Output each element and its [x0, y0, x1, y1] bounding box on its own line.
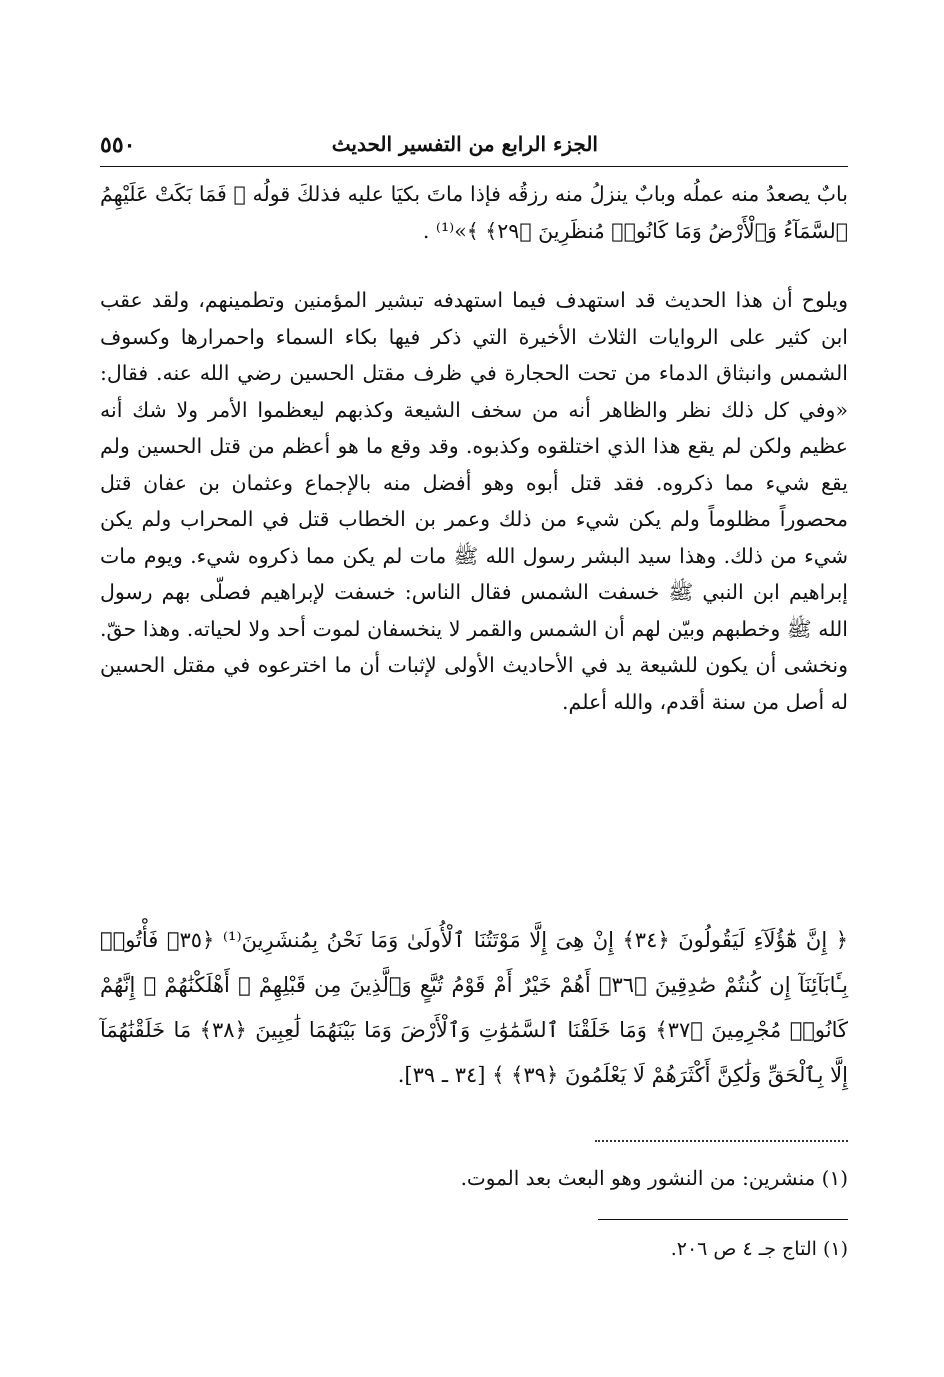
- paragraph-commentary: ويلوح أن هذا الحديث قد استهدف فيما استهدفه تبشير المؤمنين وتطمينهم، ولقد عقب ابن كثير على الروايات الثلاث الأخيرة التي ذكر فيها بكاء السماء واحمرارها وكسوف الشمس وانبثاق الدماء من تحت الحجارة في ظرف مقتل الحسين رضي الله عنه. فقال: «وفي كل ذلك نظر والظاهر أنه من سخف الشيعة وكذبهم ليعظموا الأمر ولا شك أنه عظيم ولكن لم يقع هذا الذي اختلقوه وكذبوه. وقد وقع ما هو أعظم من قتل الحسين ولم يقع شيء مما ذكروه. فقد قتل أبوه وهو أفضل منه بالإجماع وعثمان بن عفان قتل محصوراً مظلوماً ولم يكن شيء من ذلك وعمر بن الخطاب قتل في المحراب ولم يكن شيء من ذلك. وهذا سيد البشر رسول الله ﷺ مات لم يكن مما ذكروه شيء. ويوم مات إبراهيم ابن النبي ﷺ خسفت الشمس فقال الناس: خسفت لإبراهيم فصلّى بهم رسول الله ﷺ وخطبهم وبيّن لهم أن الشمس والقمر لا ينخسفان لموت أحد ولا لحياته. وهذا حقّ. ونخشى أن يكون للشيعة يد في الأحاديث الأولى لإثبات أن ما اخترعوه في مقتل الحسين له أصل من سنة أقدم، والله أعلم.: [100, 288, 848, 714]
- running-title: الجزء الرابع من التفسير الحديث: [331, 132, 598, 156]
- footnote-rule: [598, 1219, 848, 1220]
- header-rule: [100, 166, 848, 167]
- page-header: [100, 128, 848, 168]
- quran-verses: ﴿ إِنَّ هَٰٓؤُلَآءِ لَيَقُولُونَ ﴿٣٤﴾ إِنْ هِىَ إِلَّا مَوْتَتُنَا ٱلْأُولَىٰ وَمَا نَحْنُ بِمُنشَرِينَ⁽¹⁾ ﴿٣٥﴾ فَأْتُوا۟ بِـَٔابَآئِنَآ إِن كُنتُمْ صَٰدِقِينَ ﴿٣٦﴾ أَهُمْ خَيْرٌ أَمْ قَوْمُ تُبَّعٍ وَٱلَّذِينَ مِن قَبْلِهِمْ ۚ أَهْلَكْنَٰهُمْ ۖ إِنَّهُمْ كَانُوا۟ مُجْرِمِينَ ﴿٣٧﴾ وَمَا خَلَقْنَا ٱلسَّمَٰوَٰتِ وَٱلْأَرْضَ وَمَا بَيْنَهُمَا لَٰعِبِينَ ﴿٣٨﴾ مَا خَلَقْنَٰهُمَآ إِلَّا بِٱلْحَقِّ وَلَٰكِنَّ أَكْثَرَهُمْ لَا يَعْلَمُونَ ﴿٣٩﴾ ﴾ [٣٤ ـ ٣٩].: [100, 928, 848, 1087]
- page-number: ٥٥٠: [100, 132, 136, 158]
- footnote: (١) التاج جـ ٤ ص ٢٠٦.: [670, 1238, 848, 1260]
- paragraph-continuation: بابٌ يصعدُ منه عملُه وبابٌ ينزلُ منه رزقُه فإذا ماتَ بكيَا عليه فذلكَ قولُه ﴿ فَمَا بَكَتْ عَلَيْهِمُ ٱلسَّمَآءُ وَٱلْأَرْضُ وَمَا كَانُوا۟ مُنظَرِينَ ﴿٢٩﴾ ﴾»⁽¹⁾ .: [100, 182, 848, 243]
- verse-note: (١) منشرين: من النشور وهو البعث بعد الموت.: [460, 1166, 848, 1190]
- dotted-separator: [595, 1140, 848, 1142]
